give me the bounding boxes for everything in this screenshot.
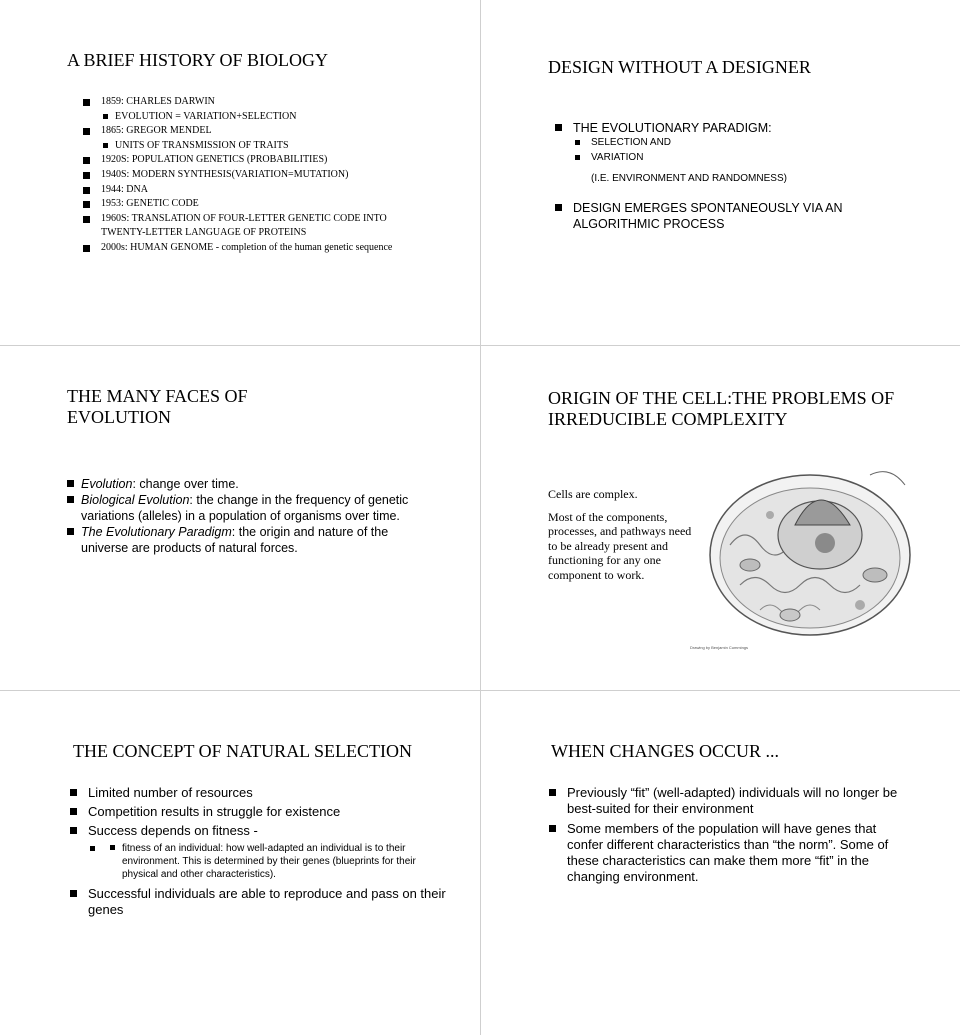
evolution-definitions — [67, 476, 427, 556]
slide-title: THE MANY FACES OF EVOLUTION — [67, 386, 248, 427]
list-subitem: VARIATION — [555, 151, 945, 166]
slide-title: WHEN CHANGES OCCUR ... — [551, 741, 780, 761]
list-item: Success depends on fitness - — [70, 823, 450, 839]
slide-title: ORIGIN OF THE CELL:THE PROBLEMS OF IRREDUCIBLE COMPLEXITY — [548, 388, 895, 429]
list-subitem: SELECTION AND — [555, 136, 945, 151]
row-divider — [0, 690, 960, 691]
list-item: DESIGN EMERGES SPONTANEOUSLY VIA AN ALGORITHMIC PROCESS — [555, 200, 945, 232]
list-subitem: fitness of an individual: how well-adapted an individual is to their environment. This is determined by their genes (blueprints for their physical and other characteristics). — [70, 842, 450, 881]
list-item: 1865: GREGOR MENDEL — [83, 124, 463, 139]
list-item: Previously “fit” (well-adapted) individuals will no longer be best-suited for their environment — [549, 785, 914, 817]
list-item: Evolution: change over time. — [67, 476, 427, 492]
list-item: 2000s: HUMAN GENOME - completion of the human genetic sequence — [83, 241, 463, 256]
list-item: 1940S: MODERN SYNTHESIS(VARIATION=MUTATION) — [83, 168, 463, 183]
selection-list — [70, 785, 450, 918]
row-divider — [0, 345, 960, 346]
slide-title: A BRIEF HISTORY OF BIOLOGY — [67, 50, 329, 70]
paradigm-list — [555, 120, 945, 232]
cell-paragraph: Cells are complex. — [548, 487, 638, 501]
list-item: THE EVOLUTIONARY PARADIGM: — [555, 120, 945, 136]
slide-title: DESIGN WITHOUT A DESIGNER — [548, 57, 811, 77]
column-divider — [480, 0, 481, 1035]
list-item: Biological Evolution: the change in the frequency of genetic variations (alleles) in a population of organisms over time. — [67, 492, 427, 524]
history-list — [83, 95, 463, 256]
image-credit: Drawing by Benjamin Cummings — [690, 645, 749, 650]
list-item: Successful individuals are able to reproduce and pass on their genes — [70, 886, 450, 918]
cell-text — [548, 487, 693, 582]
list-item: 1944: DNA — [83, 183, 463, 198]
list-item: 1859: CHARLES DARWIN — [83, 95, 463, 110]
list-item: 1920S: POPULATION GENETICS (PROBABILITIES) — [83, 153, 463, 168]
cell-illustration — [700, 455, 915, 645]
list-item: 1960S: TRANSLATION OF FOUR-LETTER GENETIC CODE INTO TWENTY-LETTER LANGUAGE OF PROTEINS — [83, 212, 463, 241]
list-item: Limited number of resources — [70, 785, 450, 801]
list-item: The Evolutionary Paradigm: the origin and nature of the universe are products of natural forces. — [67, 524, 427, 556]
list-item: 1953: GENETIC CODE — [83, 197, 463, 212]
cell-paragraph: Most of the components, processes, and pathways need to be already present and functioning for any one component to work. — [548, 509, 692, 582]
list-subitem: UNITS OF TRANSMISSION OF TRAITS — [83, 139, 463, 154]
slide-title: THE CONCEPT OF NATURAL SELECTION — [73, 741, 413, 761]
list-item: Competition results in struggle for existence — [70, 804, 450, 820]
list-subitem: EVOLUTION = VARIATION+SELECTION — [83, 110, 463, 125]
changes-list — [549, 785, 914, 885]
note-text: (I.E. ENVIRONMENT AND RANDOMNESS) — [591, 173, 787, 185]
list-item: Some members of the population will have genes that confer different characteristics than “the norm”. Some of these characteristics can make them more “fit” in the changing environment. — [549, 821, 914, 885]
